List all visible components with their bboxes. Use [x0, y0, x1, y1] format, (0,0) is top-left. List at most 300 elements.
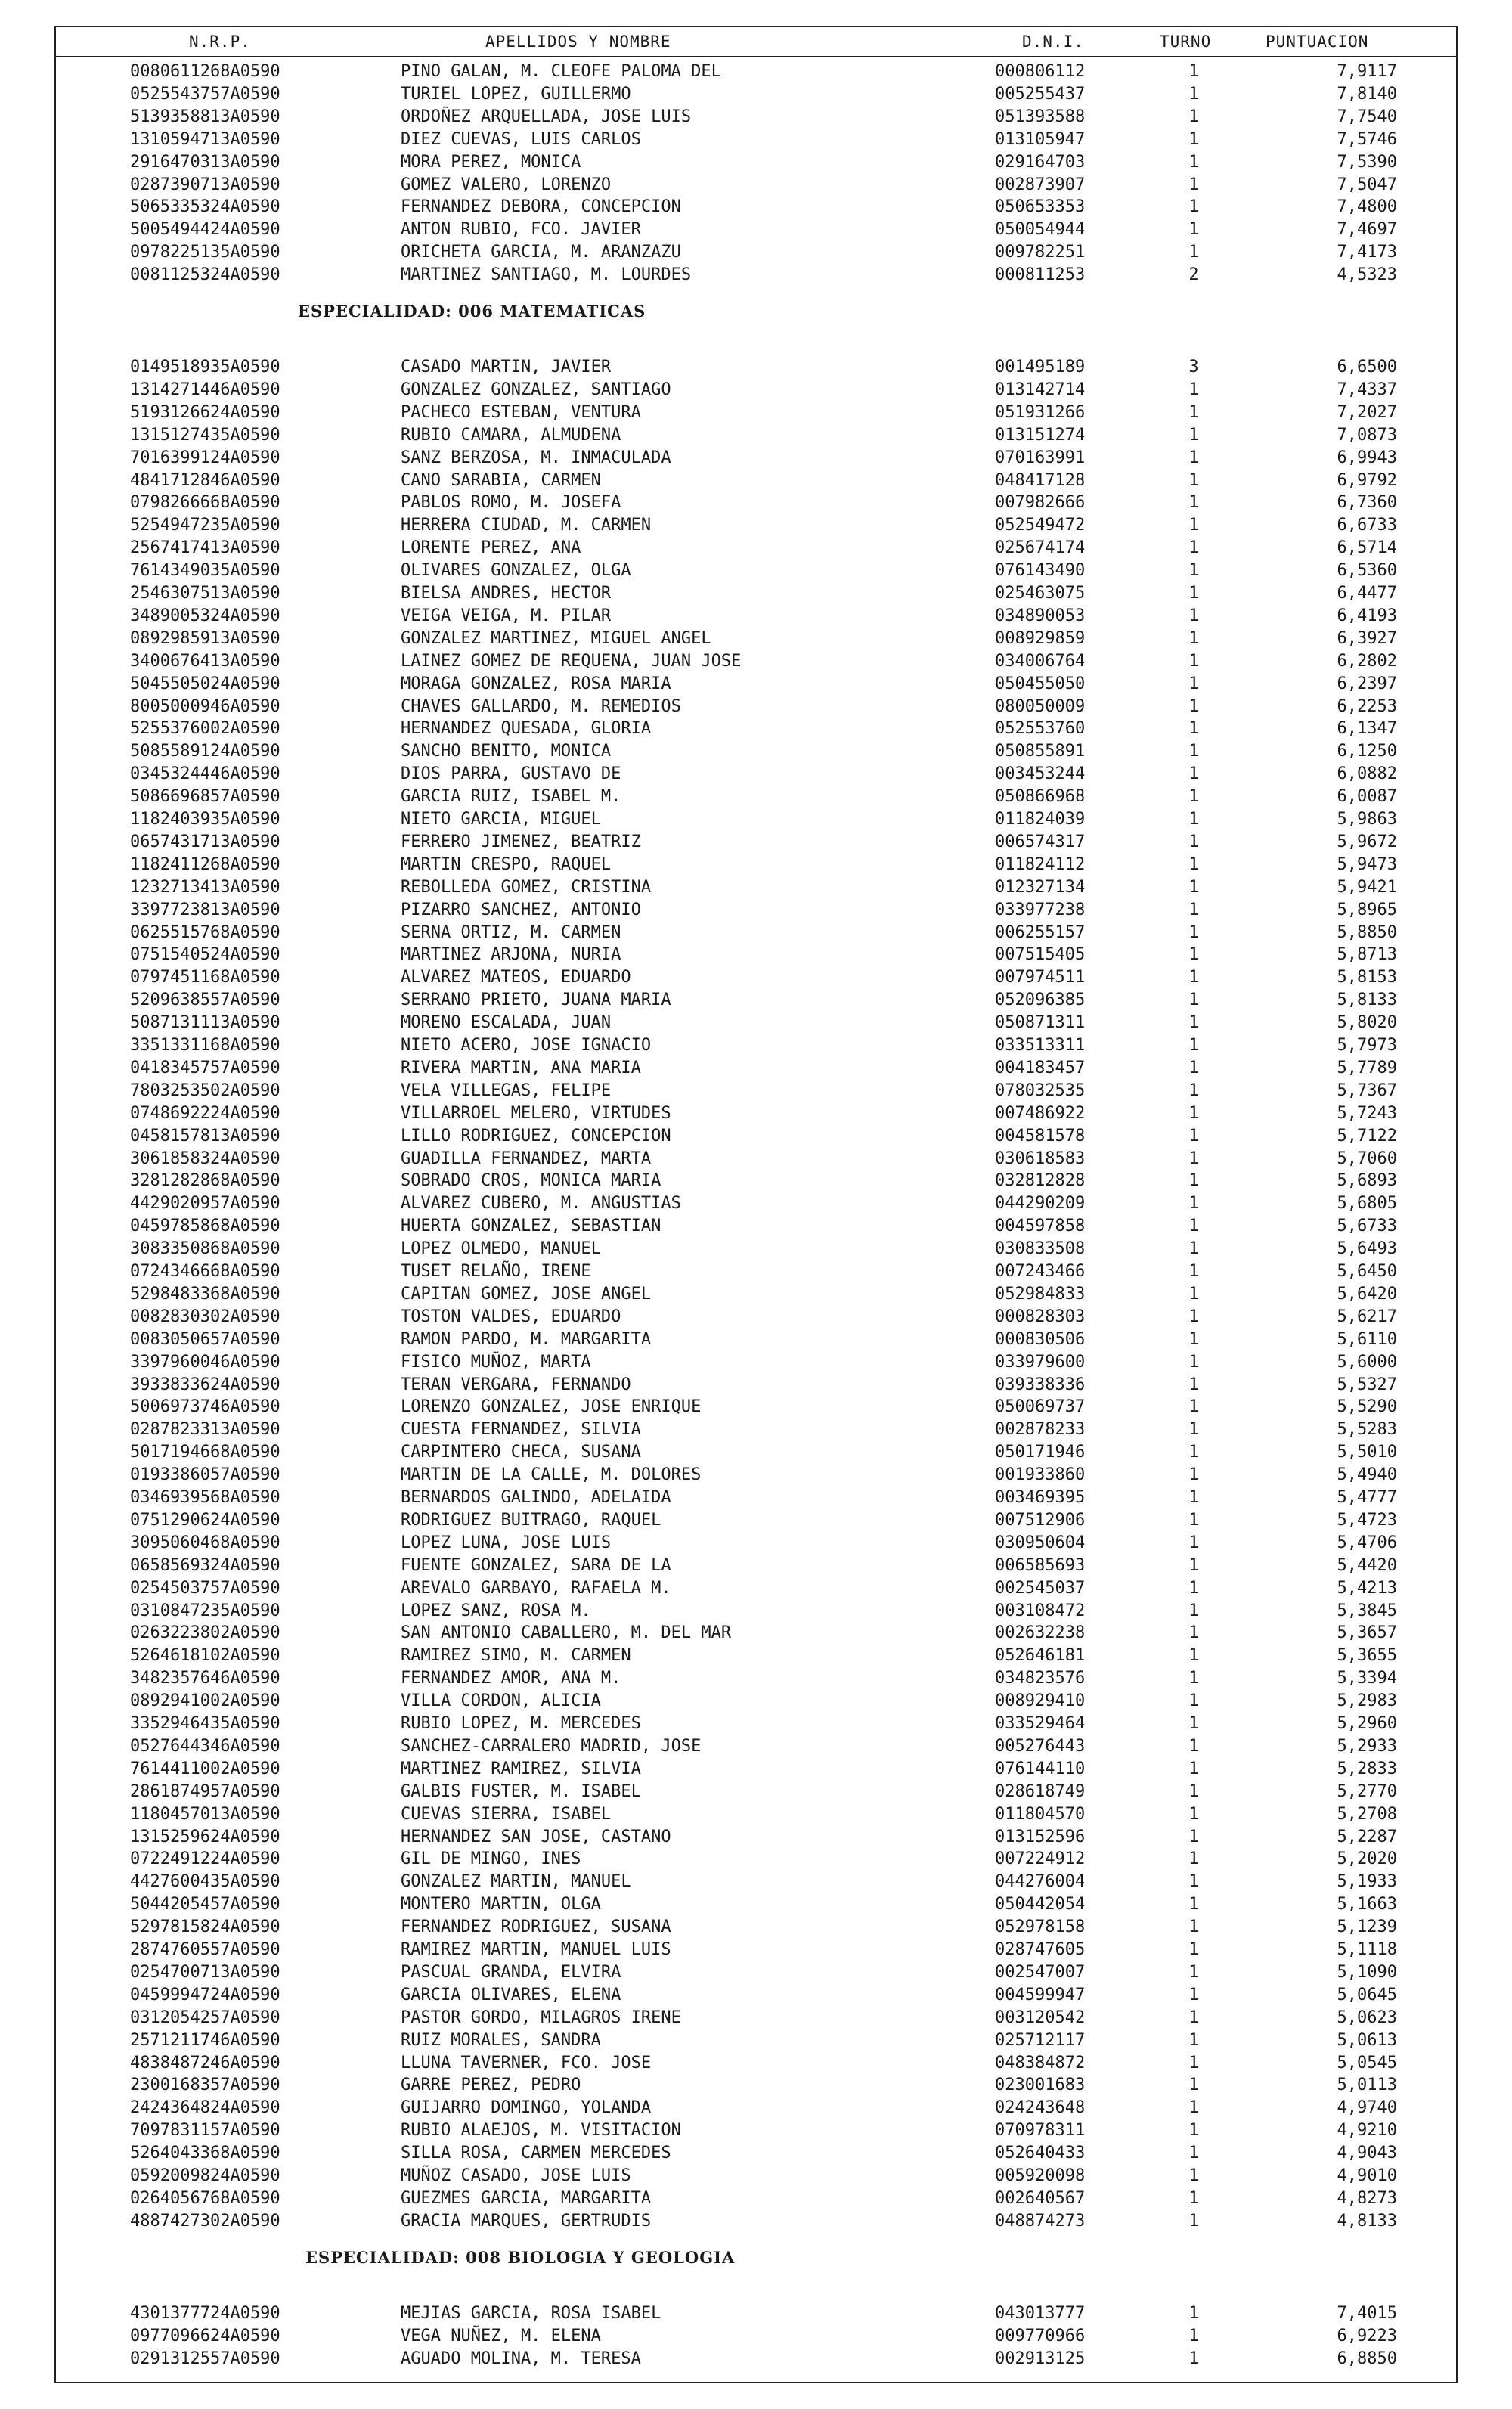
cell-name: CANO SARABIA, CARMEN	[401, 470, 601, 490]
cell-turno: 1	[1188, 1872, 1199, 1892]
cell-dni: 008929410	[995, 1691, 1086, 1711]
cell-turno: 1	[1188, 538, 1199, 558]
cell-nrp: 0345324446A0590	[130, 764, 280, 784]
cell-puntuacion: 5,7367	[1337, 1080, 1397, 1100]
table-row	[56, 628, 1456, 650]
cell-puntuacion: 7,8140	[1337, 84, 1397, 104]
cell-name: MUÑOZ CASADO, JOSE LUIS	[401, 2166, 631, 2185]
table-row	[56, 1509, 1456, 1532]
cell-name: GALBIS FUSTER, M. ISABEL	[401, 1781, 641, 1801]
table-row	[56, 356, 1456, 379]
results-sheet	[54, 26, 1458, 2383]
cell-dni: 023001683	[995, 2076, 1086, 2095]
cell-name: TERAN VERGARA, FERNANDO	[401, 1375, 631, 1394]
header-name: APELLIDOS Y NOMBRE	[485, 33, 671, 51]
cell-dni: 034006764	[995, 651, 1086, 671]
cell-turno: 1	[1188, 1601, 1199, 1620]
cell-name: LAINEZ GOMEZ DE REQUENA, JUAN JOSE	[401, 651, 742, 671]
cell-puntuacion: 5,6493	[1337, 1239, 1397, 1259]
cell-nrp: 0418345757A0590	[130, 1058, 280, 1077]
cell-nrp: 0748692224A0590	[130, 1103, 280, 1123]
table-row	[56, 673, 1456, 696]
cell-dni: 052984833	[995, 1284, 1086, 1304]
cell-name: LOPEZ LUNA, JOSE LUIS	[401, 1533, 612, 1552]
table-row	[56, 1170, 1456, 1192]
header-dni: D.N.I.	[1022, 33, 1084, 51]
cell-turno: 3	[1188, 358, 1199, 377]
table-row	[56, 264, 1456, 287]
cell-puntuacion: 5,6450	[1337, 1262, 1397, 1281]
cell-nrp: 0310847235A0590	[130, 1601, 280, 1620]
cell-name: GUIJARRO DOMINGO, YOLANDA	[401, 2098, 652, 2118]
table-row	[56, 1622, 1456, 1645]
cell-turno: 1	[1188, 1352, 1199, 1372]
cell-dni: 001933860	[995, 1465, 1086, 1485]
cell-dni: 000830506	[995, 1329, 1086, 1349]
cell-nrp: 0263223802A0590	[130, 1623, 280, 1643]
cell-turno: 1	[1188, 1194, 1199, 1214]
cell-nrp: 2861874957A0590	[130, 1781, 280, 1801]
cell-dni: 076144110	[995, 1759, 1086, 1778]
cell-turno: 1	[1188, 1555, 1199, 1575]
cell-nrp: 0082830302A0590	[130, 1307, 280, 1326]
table-row	[56, 402, 1456, 424]
cell-dni: 008929859	[995, 628, 1086, 648]
cell-puntuacion: 6,6500	[1337, 358, 1397, 377]
cell-turno: 1	[1188, 651, 1199, 671]
cell-dni: 030833508	[995, 1239, 1086, 1259]
cell-name: NIETO GARCIA, MIGUEL	[401, 810, 601, 829]
cell-turno: 1	[1188, 380, 1199, 399]
cell-turno: 1	[1188, 2211, 1199, 2231]
cell-name: TUSET RELAÑO, IRENE	[401, 1262, 591, 1281]
table-row	[56, 650, 1456, 673]
cell-turno: 1	[1188, 402, 1199, 422]
cell-dni: 025463075	[995, 584, 1086, 603]
cell-puntuacion: 6,4477	[1337, 584, 1397, 603]
cell-nrp: 5065335324A0590	[130, 197, 280, 217]
cell-puntuacion: 5,0113	[1337, 2076, 1397, 2095]
cell-puntuacion: 5,1090	[1337, 1962, 1397, 1982]
table-row	[56, 1396, 1456, 1418]
table-row	[56, 1080, 1456, 1102]
cell-dni: 011804570	[995, 1804, 1086, 1824]
table-row	[56, 808, 1456, 831]
cell-puntuacion: 5,5283	[1337, 1420, 1397, 1440]
header-nrp: N.R.P.	[189, 33, 251, 51]
cell-turno: 1	[1188, 1691, 1199, 1711]
table-row	[56, 1758, 1456, 1781]
cell-nrp: 0527644346A0590	[130, 1736, 280, 1756]
cell-puntuacion: 4,9740	[1337, 2098, 1397, 2118]
cell-nrp: 0346939568A0590	[130, 1488, 280, 1507]
cell-turno: 1	[1188, 197, 1199, 217]
cell-name: PASCUAL GRANDA, ELVIRA	[401, 1962, 621, 1982]
cell-name: CUESTA FERNANDEZ, SILVIA	[401, 1420, 641, 1440]
cell-dni: 007974511	[995, 968, 1086, 987]
cell-name: VELA VILLEGAS, FELIPE	[401, 1080, 612, 1100]
cell-name: LILLO RODRIGUEZ, CONCEPCION	[401, 1126, 671, 1146]
cell-name: LORENZO GONZALEZ, JOSE ENRIQUE	[401, 1397, 702, 1417]
table-row	[56, 1374, 1456, 1397]
table-row	[56, 1192, 1456, 1215]
cell-puntuacion: 5,2020	[1337, 1849, 1397, 1869]
cell-puntuacion: 5,4940	[1337, 1465, 1397, 1485]
cell-turno: 1	[1188, 1759, 1199, 1778]
cell-puntuacion: 6,2802	[1337, 651, 1397, 671]
cell-dni: 013142714	[995, 380, 1086, 399]
cell-puntuacion: 7,4173	[1337, 243, 1397, 262]
table-row	[56, 1848, 1456, 1871]
table-row	[56, 1667, 1456, 1690]
cell-name: BIELSA ANDRES, HECTOR	[401, 584, 612, 603]
cell-dni: 013105947	[995, 129, 1086, 149]
cell-turno: 1	[1188, 854, 1199, 874]
cell-turno: 1	[1188, 1578, 1199, 1598]
cell-puntuacion: 4,8273	[1337, 2188, 1397, 2208]
cell-puntuacion: 6,6733	[1337, 516, 1397, 535]
cell-nrp: 4301377724A0590	[130, 2303, 280, 2323]
cell-nrp: 5017194668A0590	[130, 1443, 280, 1462]
table-row	[56, 966, 1456, 989]
cell-turno: 1	[1188, 719, 1199, 739]
cell-name: RUBIO ALAEJOS, M. VISITACION	[401, 2121, 681, 2141]
cell-nrp: 5045505024A0590	[130, 674, 280, 693]
cell-turno: 1	[1188, 2326, 1199, 2345]
table-row	[56, 899, 1456, 922]
cell-nrp: 2874760557A0590	[130, 1940, 280, 1959]
cell-nrp: 1232713413A0590	[130, 877, 280, 897]
cell-turno: 2	[1188, 265, 1199, 285]
cell-puntuacion: 7,4800	[1337, 197, 1397, 217]
cell-nrp: 2916470313A0590	[130, 152, 280, 172]
cell-name: AGUADO MOLINA, M. TERESA	[401, 2349, 641, 2368]
cell-dni: 070978311	[995, 2121, 1086, 2141]
cell-turno: 1	[1188, 493, 1199, 513]
cell-puntuacion: 5,6805	[1337, 1194, 1397, 1214]
cell-dni: 048874273	[995, 2211, 1086, 2231]
cell-puntuacion: 5,1933	[1337, 1872, 1397, 1892]
cell-name: HUERTA GONZALEZ, SEBASTIAN	[401, 1217, 662, 1236]
cell-turno: 1	[1188, 1013, 1199, 1033]
cell-nrp: 0264056768A0590	[130, 2188, 280, 2208]
cell-nrp: 3281282868A0590	[130, 1171, 280, 1191]
table-row	[56, 1283, 1456, 1306]
cell-turno: 1	[1188, 1284, 1199, 1304]
cell-turno: 1	[1188, 1781, 1199, 1801]
cell-dni: 034823576	[995, 1669, 1086, 1688]
cell-nrp: 0254700713A0590	[130, 1962, 280, 1982]
cell-name: MARTINEZ SANTIAGO, M. LOURDES	[401, 265, 692, 285]
cell-nrp: 0459994724A0590	[130, 1985, 280, 2004]
cell-nrp: 0977096624A0590	[130, 2326, 280, 2345]
cell-nrp: 0978225135A0590	[130, 243, 280, 262]
table-row	[56, 696, 1456, 718]
cell-name: PASTOR GORDO, MILAGROS IRENE	[401, 2008, 681, 2027]
cell-turno: 1	[1188, 1669, 1199, 1688]
cell-nrp: 7614349035A0590	[130, 561, 280, 581]
cell-dni: 029164703	[995, 152, 1086, 172]
cell-puntuacion: 6,2253	[1337, 696, 1397, 716]
table-row	[56, 174, 1456, 197]
cell-dni: 033977238	[995, 900, 1086, 919]
cell-name: RODRIGUEZ BUITRAGO, RAQUEL	[401, 1510, 662, 1530]
cell-nrp: 5297815824A0590	[130, 1918, 280, 1937]
cell-turno: 1	[1188, 945, 1199, 965]
table-row	[56, 151, 1456, 174]
cell-nrp: 7097831157A0590	[130, 2121, 280, 2141]
table-row	[56, 2007, 1456, 2029]
table-row	[56, 1464, 1456, 1487]
cell-turno: 1	[1188, 696, 1199, 716]
cell-turno: 1	[1188, 2053, 1199, 2073]
cell-dni: 005920098	[995, 2166, 1086, 2185]
table-row	[56, 1939, 1456, 1961]
table-row	[56, 1577, 1456, 1600]
cell-turno: 1	[1188, 900, 1199, 919]
cell-puntuacion: 5,4213	[1337, 1578, 1397, 1598]
cell-nrp: 1315259624A0590	[130, 1827, 280, 1846]
cell-nrp: 2300168357A0590	[130, 2076, 280, 2095]
table-row	[56, 1984, 1456, 2007]
table-row	[56, 241, 1456, 264]
cell-dni: 050069737	[995, 1397, 1086, 1417]
cell-turno: 1	[1188, 1171, 1199, 1191]
cell-dni: 044276004	[995, 1872, 1086, 1892]
cell-puntuacion: 4,9043	[1337, 2144, 1397, 2163]
table-row	[56, 1102, 1456, 1125]
cell-dni: 028618749	[995, 1781, 1086, 1801]
cell-name: MONTERO MARTIN, OLGA	[401, 1895, 601, 1914]
cell-turno: 1	[1188, 1940, 1199, 1959]
cell-dni: 000806112	[995, 62, 1086, 81]
cell-turno: 1	[1188, 1736, 1199, 1756]
header-turno: TURNO	[1160, 33, 1212, 51]
cell-dni: 006574317	[995, 832, 1086, 851]
cell-name: RUBIO CAMARA, ALMUDENA	[401, 425, 621, 445]
table-row	[56, 1148, 1456, 1170]
table-row	[56, 944, 1456, 966]
cell-dni: 004599947	[995, 1985, 1086, 2004]
cell-puntuacion: 5,8133	[1337, 991, 1397, 1010]
cell-name: CASADO MARTIN, JAVIER	[401, 358, 612, 377]
cell-turno: 1	[1188, 628, 1199, 648]
cell-name: PIZARRO SANCHEZ, ANTONIO	[401, 900, 641, 919]
cell-turno: 1	[1188, 922, 1199, 942]
cell-turno: 1	[1188, 1985, 1199, 2004]
cell-name: GONZALEZ GONZALEZ, SANTIAGO	[401, 380, 671, 399]
cell-puntuacion: 7,5746	[1337, 129, 1397, 149]
cell-puntuacion: 7,9117	[1337, 62, 1397, 81]
cell-turno: 1	[1188, 764, 1199, 784]
cell-puntuacion: 4,5323	[1337, 265, 1397, 285]
cell-turno: 1	[1188, 1895, 1199, 1914]
cell-dni: 004183457	[995, 1058, 1086, 1077]
cell-nrp: 1182403935A0590	[130, 810, 280, 829]
cell-puntuacion: 5,2708	[1337, 1804, 1397, 1824]
table-row	[56, 1532, 1456, 1555]
cell-nrp: 7614411002A0590	[130, 1759, 280, 1778]
cell-name: LOPEZ SANZ, ROSA M.	[401, 1601, 591, 1620]
cell-dni: 039338336	[995, 1375, 1086, 1394]
cell-turno: 1	[1188, 991, 1199, 1010]
cell-puntuacion: 5,6217	[1337, 1307, 1397, 1326]
cell-puntuacion: 5,7789	[1337, 1058, 1397, 1077]
table-row	[56, 718, 1456, 740]
cell-name: GUEZMES GARCIA, MARGARITA	[401, 2188, 652, 2208]
cell-dni: 034890053	[995, 606, 1086, 625]
cell-puntuacion: 5,2983	[1337, 1691, 1397, 1711]
cell-puntuacion: 7,4697	[1337, 220, 1397, 240]
cell-name: MARTIN CRESPO, RAQUEL	[401, 854, 612, 874]
cell-name: VILLA CORDON, ALICIA	[401, 1691, 601, 1711]
cell-name: LOPEZ OLMEDO, MANUEL	[401, 1239, 601, 1259]
table-row	[56, 1487, 1456, 1509]
cell-dni: 051393588	[995, 107, 1086, 126]
rows-container	[56, 27, 1456, 2382]
cell-turno: 1	[1188, 1217, 1199, 1236]
cell-nrp: 7803253502A0590	[130, 1080, 280, 1100]
cell-dni: 052549472	[995, 516, 1086, 535]
table-row	[56, 582, 1456, 605]
cell-dni: 007512906	[995, 1510, 1086, 1530]
cell-name: GRACIA MARQUES, GERTRUDIS	[401, 2211, 652, 2231]
table-row	[56, 2325, 1456, 2348]
cell-nrp: 3083350868A0590	[130, 1239, 280, 1259]
cell-name: MORENO ESCALADA, JUAN	[401, 1013, 612, 1033]
cell-nrp: 0658569324A0590	[130, 1555, 280, 1575]
cell-puntuacion: 5,5010	[1337, 1443, 1397, 1462]
cell-name: ANTON RUBIO, FCO. JAVIER	[401, 220, 641, 240]
cell-puntuacion: 5,3655	[1337, 1646, 1397, 1666]
cell-turno: 1	[1188, 1488, 1199, 1507]
cell-nrp: 2546307513A0590	[130, 584, 280, 603]
cell-turno: 1	[1188, 877, 1199, 897]
cell-name: GARRE PEREZ, PEDRO	[401, 2076, 581, 2095]
cell-nrp: 5005494424A0590	[130, 220, 280, 240]
cell-name: PABLOS ROMO, M. JOSEFA	[401, 493, 621, 513]
cell-puntuacion: 6,9792	[1337, 470, 1397, 490]
table-row	[56, 1645, 1456, 1667]
cell-puntuacion: 5,6893	[1337, 1171, 1397, 1191]
cell-dni: 078032535	[995, 1080, 1086, 1100]
table-row	[56, 1012, 1456, 1034]
cell-puntuacion: 5,1663	[1337, 1895, 1397, 1914]
cell-nrp: 5085589124A0590	[130, 742, 280, 761]
cell-puntuacion: 7,4337	[1337, 380, 1397, 399]
table-row	[56, 379, 1456, 402]
cell-puntuacion: 5,5327	[1337, 1375, 1397, 1394]
cell-dni: 080050009	[995, 696, 1086, 716]
table-row	[56, 1034, 1456, 1057]
cell-nrp: 0254503757A0590	[130, 1578, 280, 1598]
table-row	[56, 2165, 1456, 2187]
cell-name: FERNANDEZ AMOR, ANA M.	[401, 1669, 621, 1688]
cell-nrp: 0080611268A0590	[130, 62, 280, 81]
cell-nrp: 0193386057A0590	[130, 1465, 280, 1485]
cell-puntuacion: 5,7060	[1337, 1149, 1397, 1168]
cell-puntuacion: 7,7540	[1337, 107, 1397, 126]
table-row	[56, 1803, 1456, 1826]
cell-turno: 1	[1188, 742, 1199, 761]
table-row	[56, 831, 1456, 854]
cell-puntuacion: 5,2287	[1337, 1827, 1397, 1846]
cell-dni: 070163991	[995, 448, 1086, 467]
cell-name: AREVALO GARBAYO, RAFAELA M.	[401, 1578, 671, 1598]
cell-name: HERNANDEZ QUESADA, GLORIA	[401, 719, 652, 739]
cell-puntuacion: 5,6000	[1337, 1352, 1397, 1372]
cell-nrp: 0458157813A0590	[130, 1126, 280, 1146]
cell-name: RAMIREZ SIMO, M. CARMEN	[401, 1646, 631, 1666]
cell-turno: 1	[1188, 2098, 1199, 2118]
cell-nrp: 0525543757A0590	[130, 84, 280, 104]
cell-nrp: 4841712846A0590	[130, 470, 280, 490]
table-row	[56, 2074, 1456, 2097]
table-row	[56, 1961, 1456, 1984]
cell-nrp: 1310594713A0590	[130, 129, 280, 149]
cell-dni: 003108472	[995, 1601, 1086, 1620]
cell-name: FUENTE GONZALEZ, SARA DE LA	[401, 1555, 671, 1575]
cell-puntuacion: 5,8965	[1337, 900, 1397, 919]
table-row	[56, 1351, 1456, 1374]
cell-puntuacion: 5,7122	[1337, 1126, 1397, 1146]
table-row	[56, 424, 1456, 447]
cell-dni: 000811253	[995, 265, 1086, 285]
cell-turno: 1	[1188, 516, 1199, 535]
cell-name: RUBIO LOPEZ, M. MERCEDES	[401, 1714, 641, 1733]
cell-dni: 002640567	[995, 2188, 1086, 2208]
cell-nrp: 1314271446A0590	[130, 380, 280, 399]
cell-dni: 050855891	[995, 742, 1086, 761]
cell-dni: 007982666	[995, 493, 1086, 513]
table-row	[56, 2119, 1456, 2142]
cell-dni: 002878233	[995, 1420, 1086, 1440]
cell-nrp: 5254947235A0590	[130, 516, 280, 535]
table-row	[56, 922, 1456, 944]
cell-dni: 007515405	[995, 945, 1086, 965]
cell-dni: 011824039	[995, 810, 1086, 829]
cell-turno: 1	[1188, 2188, 1199, 2208]
cell-name: PINO GALAN, M. CLEOFE PALOMA DEL	[401, 62, 721, 81]
cell-dni: 012327134	[995, 877, 1086, 897]
cell-name: SILLA ROSA, CARMEN MERCEDES	[401, 2144, 671, 2163]
cell-nrp: 0459785868A0590	[130, 1217, 280, 1236]
cell-puntuacion: 6,1347	[1337, 719, 1397, 739]
cell-puntuacion: 7,5390	[1337, 152, 1397, 172]
cell-name: HERRERA CIUDAD, M. CARMEN	[401, 516, 652, 535]
cell-turno: 1	[1188, 1058, 1199, 1077]
cell-nrp: 3489005324A0590	[130, 606, 280, 625]
cell-puntuacion: 7,4015	[1337, 2303, 1397, 2323]
cell-nrp: 2571211746A0590	[130, 2030, 280, 2050]
cell-turno: 1	[1188, 1262, 1199, 1281]
cell-turno: 1	[1188, 107, 1199, 126]
cell-name: SANZ BERZOSA, M. INMACULADA	[401, 448, 671, 467]
table-row	[56, 60, 1456, 83]
cell-name: FERRERO JIMENEZ, BEATRIZ	[401, 832, 641, 851]
table-row	[56, 1306, 1456, 1329]
cell-turno: 1	[1188, 1397, 1199, 1417]
cell-puntuacion: 5,7973	[1337, 1036, 1397, 1055]
section-title: ESPECIALIDAD: 006 MATEMATICAS	[298, 302, 646, 321]
cell-name: SANCHO BENITO, MONICA	[401, 742, 612, 761]
cell-turno: 1	[1188, 1465, 1199, 1485]
cell-dni: 033979600	[995, 1352, 1086, 1372]
cell-nrp: 2567417413A0590	[130, 538, 280, 558]
cell-turno: 1	[1188, 584, 1199, 603]
cell-name: ALVAREZ MATEOS, EDUARDO	[401, 968, 631, 987]
cell-name: MEJIAS GARCIA, ROSA ISABEL	[401, 2303, 662, 2323]
